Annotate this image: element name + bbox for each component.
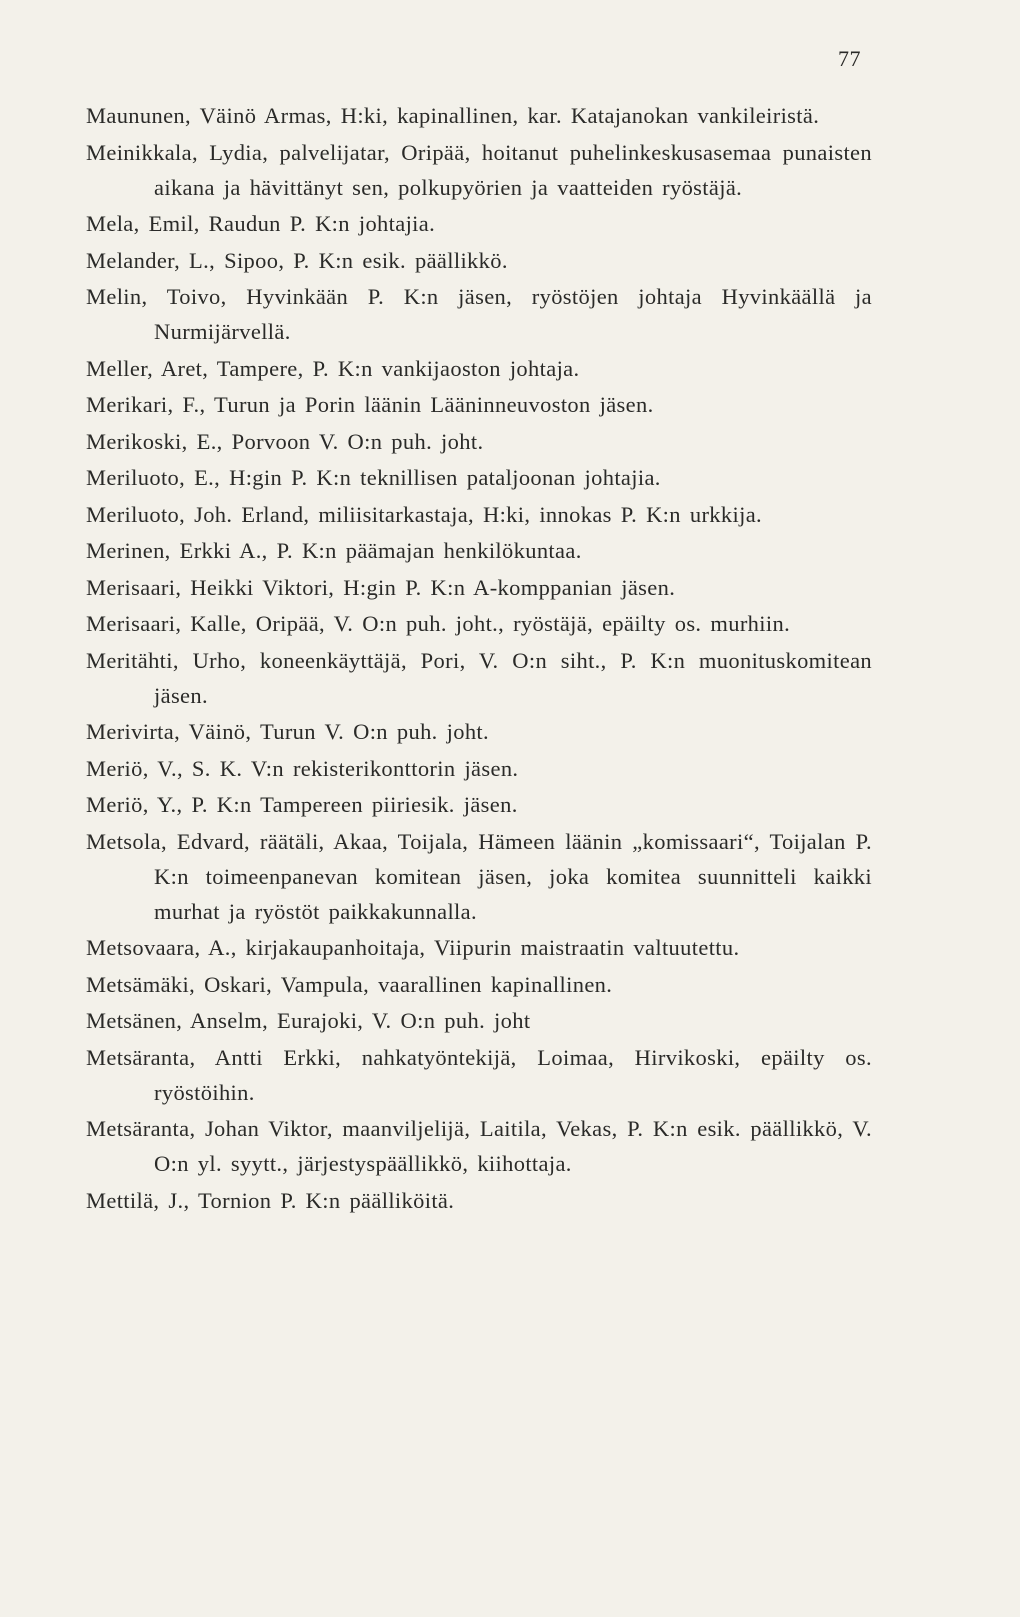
list-item: Metsänen, Anselm, Eurajoki, V. O:n puh. joht (86, 1008, 531, 1033)
page-number: 77 (838, 46, 861, 71)
list-item: Meriö, Y., P. K:n Tampereen piiriesik. jäsen. (86, 792, 518, 817)
list-item: Meriluoto, Joh. Erland, miliisitarkastaja, H:ki, innokas P. K:n urkkija. (86, 501, 763, 527)
list-item: Merikoski, E., Porvoon V. O:n puh. joht. (86, 428, 484, 454)
list-item: Metsovaara, A., kirjakaupanhoitaja, Viipurin maistraatin valtuutettu. (86, 935, 740, 960)
list-item: Meinikkala, Lydia, palvelijatar, Oripää, hoitanut puhelinkeskusasemaa punaisten aikana ja hävittänyt sen, polkupyörien ja vaatteiden ryöstäjä. (86, 139, 872, 200)
list-item: Merisaari, Heikki Viktori, H:gin P. K:n A-komppanian jäsen. (86, 574, 676, 600)
list-item: Metsäranta, Antti Erkki, nahkatyöntekijä, Loimaa, Hirvikoski, epäilty os. ryöstöihin. (86, 1044, 872, 1105)
list-item: Maununen, Väinö Armas, H:ki, kapinallinen, kar. Katajanokan vankileiristä. (86, 103, 820, 128)
list-item: Metsämäki, Oskari, Vampula, vaarallinen kapinallinen. (86, 971, 613, 997)
list-item: Merinen, Erkki A., P. K:n päämajan henkilökuntaa. (86, 538, 582, 563)
list-item: Meller, Aret, Tampere, P. K:n vankijaoston johtaja. (86, 355, 580, 381)
list-item: Merikari, F., Turun ja Porin läänin Lääninneuvoston jäsen. (86, 392, 654, 417)
list-item: Meriluoto, E., H:gin P. K:n teknillisen pataljoonan johtajia. (86, 465, 661, 490)
list-item: Meritähti, Urho, koneenkäyttäjä, Pori, V. O:n siht., P. K:n muonituskomitean jäsen. (86, 647, 872, 708)
list-item: Merivirta, Väinö, Turun V. O:n puh. joht. (86, 719, 490, 744)
list-item: Melin, Toivo, Hyvinkään P. K:n jäsen, ryöstöjen johtaja Hyvinkäällä ja Nurmijärvellä. (86, 284, 872, 344)
list-item: Metsäranta, Johan Viktor, maanviljelijä, Laitila, Vekas, P. K:n esik. päällikkö, V. O:n yl. syytt., järjestyspäällikkö, kiihottaja. (86, 1116, 872, 1176)
list-item: Mela, Emil, Raudun P. K:n johtajia. (86, 211, 436, 236)
list-item: Mettilä, J., Tornion P. K:n päälliköitä. (86, 1187, 455, 1213)
list-item: Meriö, V., S. K. V:n rekisterikonttorin jäsen. (86, 755, 519, 781)
list-item: Merisaari, Kalle, Oripää, V. O:n puh. joht., ryöstäjä, epäilty os. murhiin. (86, 611, 791, 636)
list-item: Metsola, Edvard, räätäli, Akaa, Toijala, Hämeen läänin „komissaari“, Toijalan P. K:n toimeenpanevan komitean jäsen, joka komitea suunnitteli kaikki murhat ja ryöstöt paikkakunnalla. (86, 828, 872, 924)
entry-list (86, 98, 872, 1219)
list-item: Melander, L., Sipoo, P. K:n esik. päällikkö. (86, 247, 508, 273)
